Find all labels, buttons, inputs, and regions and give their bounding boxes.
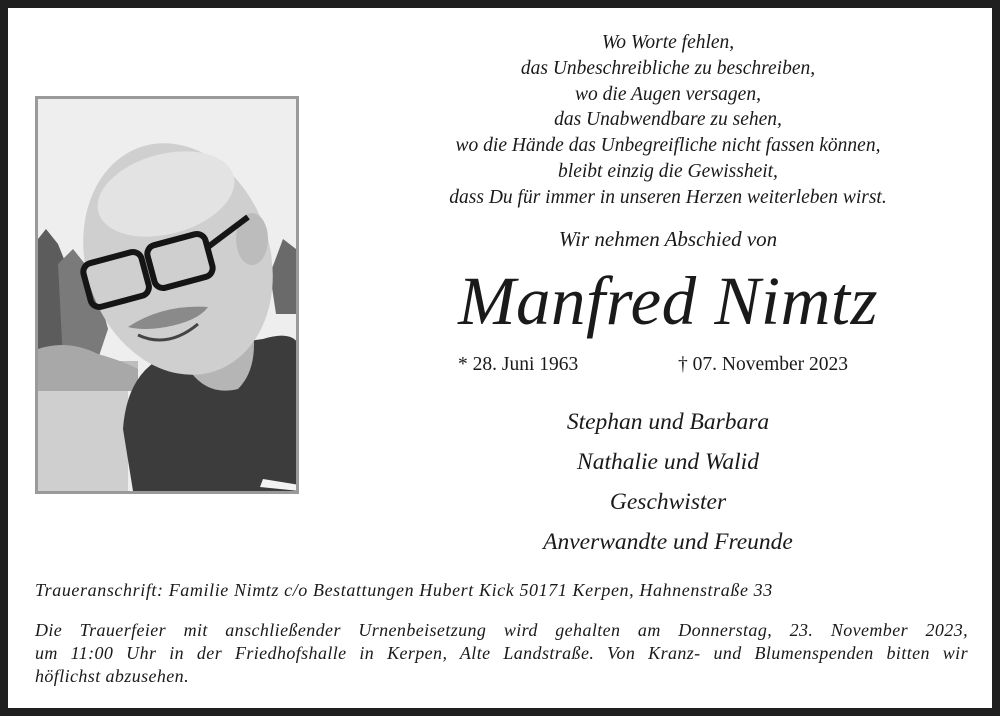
poem-line: wo die Hände das Unbegreifliche nicht fassen können, [455, 135, 881, 157]
notice-line: um 11:00 Uhr in der Friedhofshalle in Kerpen, Alte Landstraße. Von Kranz- und Blumenspenden bitten wir [35, 643, 968, 663]
mourning-address: Traueranschrift: Familie Nimtz c/o Bestattungen Hubert Kick 50171 Kerpen, Hahnenstraße 33 [35, 580, 773, 600]
poem-line: wo die Augen versagen, [575, 83, 761, 105]
poem-line: dass Du für immer in unseren Herzen weiterleben wirst. [449, 186, 887, 208]
poem [348, 30, 988, 211]
poem-line: das Unbeschreibliche zu beschreiben, [520, 57, 816, 79]
deceased-name: Manfred Nimtz [458, 263, 878, 339]
portrait-image [38, 99, 296, 491]
birth-date: * 28. Juni 1963 [458, 354, 579, 375]
poem-line: Wo Worte fehlen, [601, 32, 735, 53]
poem-line: das Unabwendbare zu sehen, [554, 109, 782, 131]
notice-line: höflichst abzusehen. [35, 666, 189, 686]
poem-line: bleibt einzig die Gewissheit, [558, 160, 778, 182]
funeral-notice [35, 619, 968, 688]
death-date: † 07. November 2023 [678, 354, 849, 375]
portrait-photo [35, 96, 299, 494]
mourners-list [348, 402, 988, 562]
farewell-intro: Wir nehmen Abschied von [558, 227, 778, 251]
mourner-entry: Stephan und Barbara [566, 409, 770, 435]
mourner-entry: Geschwister [609, 489, 727, 515]
notice-line: Die Trauerfeier mit anschließender Urnenbeisetzung wird gehalten am Donnerstag, 23. November 2023, [35, 620, 968, 640]
mourner-entry: Anverwandte und Freunde [543, 529, 793, 555]
mourner-entry: Nathalie und Walid [577, 449, 759, 475]
